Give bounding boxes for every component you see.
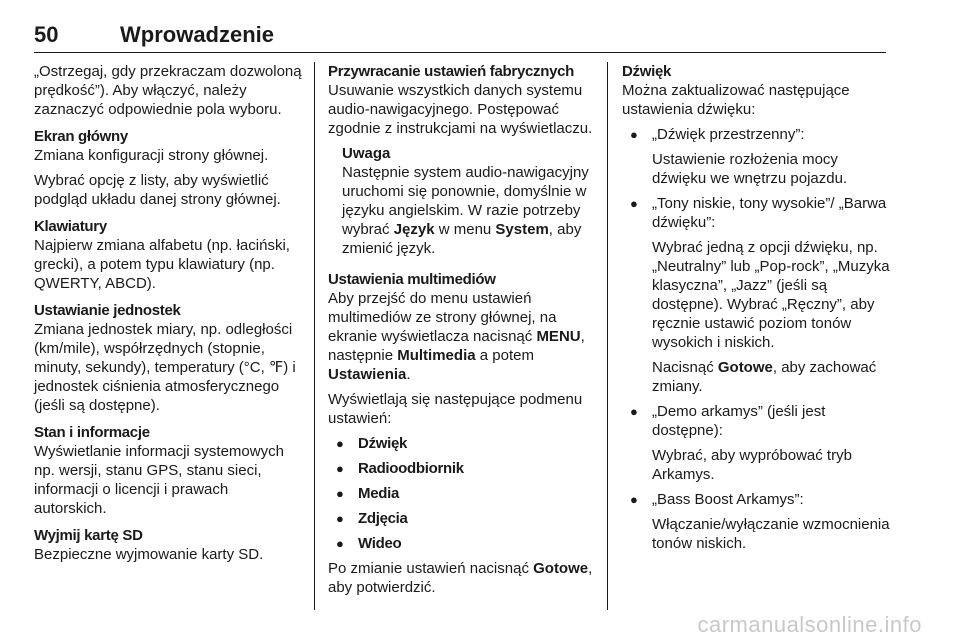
term-settings: Ustawienia bbox=[328, 366, 407, 383]
term-system: System bbox=[495, 221, 549, 238]
page-title: Wprowadzenie bbox=[120, 22, 275, 47]
section-text: Najpierw zmiana alfabetu (np. łaciński, grecki), a potem typu klawiatury (np. QWERTY, ABCD). bbox=[34, 237, 290, 292]
section-text: Zmiana jednostek miary, np. odległości (km/mile), współrzędnych (stopnie, minuty, sekundy), temperatury (°C, ℉) i jednostek ciśnienia atmosferycznego (jeśli są dostępne). bbox=[34, 321, 296, 414]
section-text: Bezpieczne wyjmowanie karty SD. bbox=[34, 546, 264, 563]
note-box bbox=[328, 144, 598, 258]
list-item: ● Dźwięk bbox=[336, 435, 408, 452]
term-multimedia: Multimedia bbox=[397, 347, 476, 364]
option-desc: Wybrać jedną z opcji dźwięku, np. „Neutralny” lub „Pop-rock”, „Muzyka klasyczna”, „Jazz” (jeśli są dostępne). Wybrać „Ręczny”, aby ręcznie ustawić poziom tonów wysokich i niskich. bbox=[652, 239, 890, 351]
column-right bbox=[622, 62, 892, 559]
section-text: Wybrać opcję z listy, aby wyświetlić podgląd układu danej strony głównej. bbox=[34, 172, 281, 208]
list-item: ● Media bbox=[336, 485, 400, 502]
list-item: ● Zdjęcia bbox=[336, 510, 408, 527]
section-heading: Przywracanie ustawień fabrycznych bbox=[328, 63, 575, 80]
bullet-icon: ● bbox=[630, 404, 638, 419]
section-heading: Stan i informacje bbox=[34, 424, 150, 441]
term-menu: MENU bbox=[536, 328, 581, 345]
section-units bbox=[34, 301, 304, 415]
submenu-intro: Wyświetlają się następujące podmenu ustawień: bbox=[328, 391, 583, 427]
term-done: Gotowe bbox=[533, 560, 589, 577]
bullet-icon: ● bbox=[336, 511, 344, 526]
option-desc: Ustawienie rozłożenia mocy dźwięku we wnętrzu pojazdu. bbox=[652, 151, 848, 187]
section-heading: Ustawienia multimediów bbox=[328, 271, 496, 288]
bullet-icon: ● bbox=[630, 196, 638, 211]
option-desc: Wybrać, aby wypróbować tryb Arkamys. bbox=[652, 447, 852, 483]
term-done: Gotowe bbox=[717, 359, 773, 376]
intro-paragraph: „Ostrzegaj, gdy przekraczam dozwoloną prędkość”). Aby włączyć, należy zaznaczyć odpowiednie pola wyboru. bbox=[34, 63, 302, 118]
section-heading: Dźwięk bbox=[622, 63, 672, 80]
header-rule bbox=[34, 52, 886, 53]
list-item bbox=[622, 125, 892, 188]
section-home-screen bbox=[34, 127, 304, 209]
bullet-icon: ● bbox=[336, 536, 344, 551]
section-heading: Wyjmij kartę SD bbox=[34, 527, 143, 544]
bullet-icon: ● bbox=[630, 127, 638, 142]
bullet-icon: ● bbox=[336, 486, 344, 501]
section-factory-reset bbox=[328, 62, 598, 138]
list-item bbox=[622, 490, 892, 553]
bullet-icon: ● bbox=[336, 461, 344, 476]
page-header bbox=[34, 22, 894, 52]
option-extra: Nacisnąć Gotowe, aby zachować zmiany. bbox=[652, 359, 877, 395]
watermark: carmanualsonline.info bbox=[697, 612, 922, 637]
section-sd-card bbox=[34, 526, 304, 564]
list-item: ● Wideo bbox=[336, 535, 402, 552]
bullet-icon: ● bbox=[336, 436, 344, 451]
section-text: Usuwanie wszystkich danych systemu audio-nawigacyjnego. Postępować zgodnie z instrukcjami na wyświetlaczu. bbox=[328, 82, 593, 137]
section-keyboards bbox=[34, 217, 304, 293]
section-text: Wyświetlanie informacji systemowych np. wersji, stanu GPS, stanu sieci, informacji o licencji i prawach autorskich. bbox=[34, 443, 284, 517]
list-item bbox=[622, 194, 892, 396]
section-status bbox=[34, 423, 304, 518]
column-middle bbox=[328, 62, 598, 597]
section-text: Zmiana konfiguracji strony głównej. bbox=[34, 147, 269, 164]
column-divider bbox=[314, 62, 315, 610]
section-text: Można zaktualizować następujące ustawienia dźwięku: bbox=[622, 82, 850, 118]
option-label: „Demo arkamys” (jeśli jest dostępne): bbox=[652, 403, 826, 439]
bullet-icon: ● bbox=[630, 492, 638, 507]
note-heading: Uwaga bbox=[342, 145, 391, 162]
section-heading: Ekran główny bbox=[34, 128, 128, 145]
note-text: Następnie system audio-nawigacyjny uruchomi się ponownie, domyślnie w języku angielskim. W razie potrzeby wybrać Język w menu System, aby zmienić język. bbox=[342, 164, 589, 257]
page-number: 50 bbox=[34, 22, 59, 47]
section-text: Aby przejść do menu ustawień multimediów ze strony głównej, na ekranie wyświetlacza nacisnąć MENU, następnie Multimedia a potem Ustawienia. bbox=[328, 290, 585, 383]
section-text: Po zmianie ustawień nacisnąć Gotowe, aby potwierdzić. bbox=[328, 560, 593, 596]
option-label: „Bass Boost Arkamys”: bbox=[652, 491, 804, 508]
section-multimedia bbox=[328, 270, 598, 597]
submenu-list bbox=[328, 434, 598, 553]
column-divider bbox=[607, 62, 608, 610]
section-heading: Ustawianie jednostek bbox=[34, 302, 181, 319]
option-label: „Tony niskie, tony wysokie”/ „Barwa dźwięku”: bbox=[652, 195, 887, 231]
term-language: Język bbox=[393, 221, 435, 238]
option-desc: Włączanie/wyłączanie wzmocnienia tonów niskich. bbox=[652, 516, 890, 552]
sound-options-list bbox=[622, 125, 892, 553]
column-left bbox=[34, 62, 304, 564]
option-label: „Dźwięk przestrzenny”: bbox=[652, 126, 805, 143]
section-heading: Klawiatury bbox=[34, 218, 107, 235]
list-item bbox=[622, 402, 892, 484]
list-item: ● Radioodbiornik bbox=[336, 460, 464, 477]
